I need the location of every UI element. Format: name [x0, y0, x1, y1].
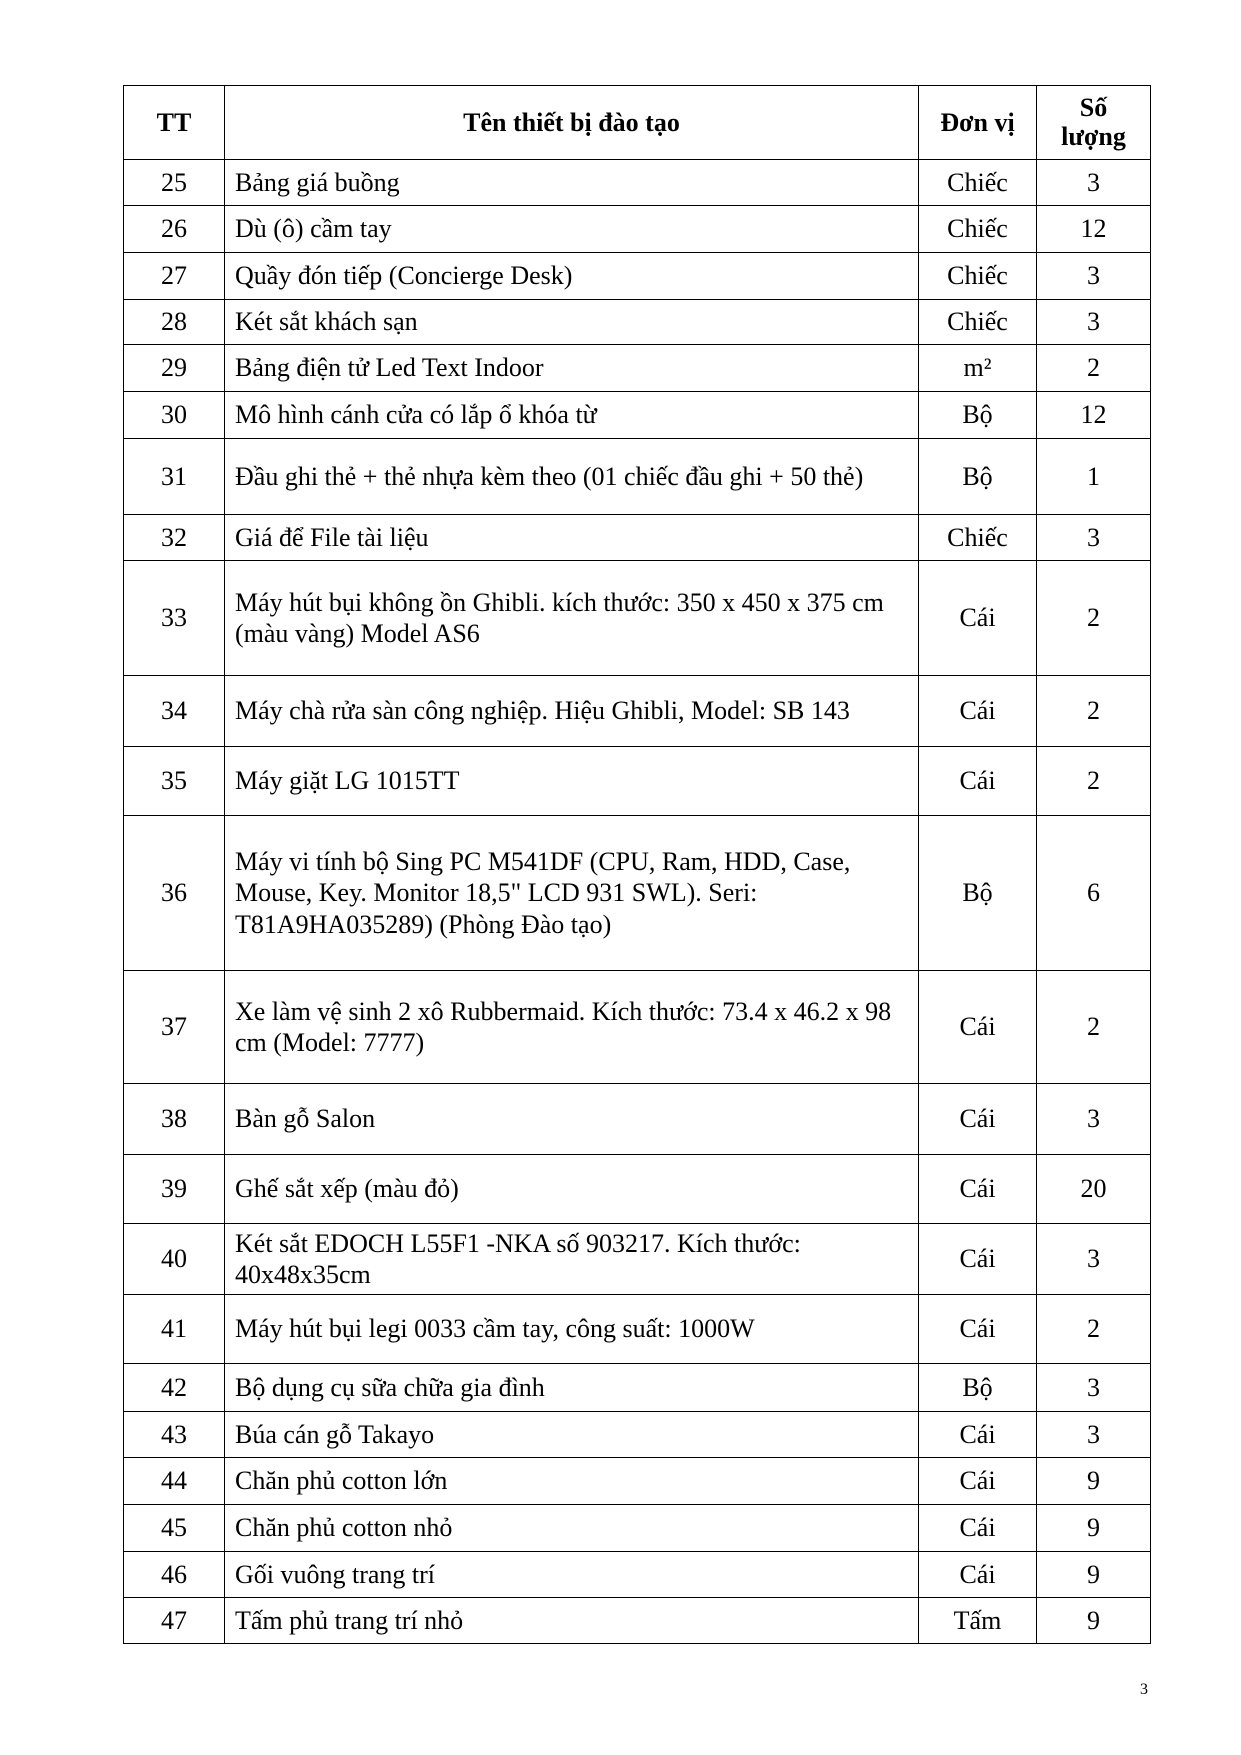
row-number: 39: [124, 1155, 225, 1224]
header-qty-text: Số lượng: [1061, 92, 1126, 151]
row-name: Máy vi tính bộ Sing PC M541DF (CPU, Ram, HDD, Case, Mouse, Key. Monitor 18,5" LCD 931 SWL). Seri: T81A9HA035289) (Phòng Đào tạo): [225, 816, 919, 971]
table-row: [124, 1412, 1151, 1458]
row-number: 26: [124, 206, 225, 253]
row-name: Búa cán gỗ Takayo: [225, 1412, 919, 1458]
row-unit: Chiếc: [919, 206, 1037, 253]
header-name: Tên thiết bị đào tạo: [225, 86, 919, 160]
row-unit: Bộ: [919, 392, 1037, 439]
row-unit: Cái: [919, 1155, 1037, 1224]
header-tt: TT: [124, 86, 225, 160]
row-name: Bàn gỗ Salon: [225, 1084, 919, 1155]
row-name: Giá để File tài liệu: [225, 515, 919, 561]
table-row: [124, 439, 1151, 515]
row-name: Bảng giá buồng: [225, 160, 919, 206]
row-name: Mô hình cánh cửa có lắp ổ khóa từ: [225, 392, 919, 439]
row-quantity: 3: [1037, 253, 1151, 300]
table-row: [124, 1155, 1151, 1224]
row-unit: Cái: [919, 1224, 1037, 1295]
row-name: Máy hút bụi không ồn Ghibli. kích thước: 350 x 450 x 375 cm (màu vàng) Model AS6: [225, 561, 919, 676]
row-unit: Chiếc: [919, 253, 1037, 300]
row-unit: Cái: [919, 1412, 1037, 1458]
row-unit: Chiếc: [919, 160, 1037, 206]
table-row: [124, 300, 1151, 345]
row-number: 43: [124, 1412, 225, 1458]
row-number: 25: [124, 160, 225, 206]
header-qty: [1037, 86, 1151, 160]
row-quantity: 3: [1037, 515, 1151, 561]
row-unit: Cái: [919, 1505, 1037, 1552]
row-quantity: 9: [1037, 1598, 1151, 1644]
row-name: Két sắt khách sạn: [225, 300, 919, 345]
table-row: [124, 345, 1151, 392]
row-quantity: 20: [1037, 1155, 1151, 1224]
row-number: 47: [124, 1598, 225, 1644]
table-row: [124, 1505, 1151, 1552]
row-number: 33: [124, 561, 225, 676]
table-row: [124, 160, 1151, 206]
table-row: [124, 816, 1151, 971]
row-name: Ghế sắt xếp (màu đỏ): [225, 1155, 919, 1224]
row-unit: Cái: [919, 1458, 1037, 1505]
row-quantity: 2: [1037, 676, 1151, 747]
row-number: 46: [124, 1552, 225, 1598]
row-name: Bộ dụng cụ sữa chữa gia đình: [225, 1364, 919, 1412]
table-row: [124, 1084, 1151, 1155]
row-number: 29: [124, 345, 225, 392]
row-quantity: 3: [1037, 160, 1151, 206]
row-unit: Bộ: [919, 1364, 1037, 1412]
row-quantity: 3: [1037, 1412, 1151, 1458]
table-row: [124, 1458, 1151, 1505]
table-row: [124, 1364, 1151, 1412]
row-number: 37: [124, 971, 225, 1084]
table-row: [124, 253, 1151, 300]
table-row: [124, 747, 1151, 816]
row-name: Máy giặt LG 1015TT: [225, 747, 919, 816]
row-unit: Bộ: [919, 816, 1037, 971]
equipment-table: [123, 85, 1151, 1644]
row-number: 31: [124, 439, 225, 515]
table-row: [124, 1552, 1151, 1598]
table-row: [124, 392, 1151, 439]
row-quantity: 2: [1037, 747, 1151, 816]
page-number: 3: [1140, 1681, 1148, 1698]
row-number: 32: [124, 515, 225, 561]
row-unit: Chiếc: [919, 300, 1037, 345]
table-row: [124, 561, 1151, 676]
row-name: Máy hút bụi legi 0033 cầm tay, công suất: 1000W: [225, 1295, 919, 1364]
row-unit: Cái: [919, 971, 1037, 1084]
row-quantity: 9: [1037, 1505, 1151, 1552]
row-name: Tấm phủ trang trí nhỏ: [225, 1598, 919, 1644]
row-number: 28: [124, 300, 225, 345]
row-name: Quầy đón tiếp (Concierge Desk): [225, 253, 919, 300]
row-quantity: 2: [1037, 971, 1151, 1084]
table-row: [124, 1224, 1151, 1295]
row-unit: m²: [919, 345, 1037, 392]
header-unit: Đơn vị: [919, 86, 1037, 160]
row-number: 35: [124, 747, 225, 816]
table-row: [124, 515, 1151, 561]
row-number: 42: [124, 1364, 225, 1412]
row-unit: Bộ: [919, 439, 1037, 515]
row-number: 41: [124, 1295, 225, 1364]
row-number: 44: [124, 1458, 225, 1505]
row-quantity: 2: [1037, 345, 1151, 392]
table-row: [124, 206, 1151, 253]
row-quantity: 3: [1037, 1224, 1151, 1295]
row-unit: Tấm: [919, 1598, 1037, 1644]
row-unit: Chiếc: [919, 515, 1037, 561]
table-row: [124, 1295, 1151, 1364]
row-unit: Cái: [919, 1084, 1037, 1155]
row-name: Đầu ghi thẻ + thẻ nhựa kèm theo (01 chiếc đầu ghi + 50 thẻ): [225, 439, 919, 515]
row-name: Két sắt EDOCH L55F1 -NKA số 903217. Kích thước: 40x48x35cm: [225, 1224, 919, 1295]
row-unit: Cái: [919, 1295, 1037, 1364]
row-unit: Cái: [919, 1552, 1037, 1598]
row-name: Bảng điện tử Led Text Indoor: [225, 345, 919, 392]
table-row: [124, 676, 1151, 747]
row-number: 38: [124, 1084, 225, 1155]
row-name: Chăn phủ cotton lớn: [225, 1458, 919, 1505]
row-quantity: 9: [1037, 1458, 1151, 1505]
table-row: [124, 971, 1151, 1084]
table-header-row: [124, 86, 1151, 160]
row-unit: Cái: [919, 747, 1037, 816]
row-quantity: 9: [1037, 1552, 1151, 1598]
row-quantity: 6: [1037, 816, 1151, 971]
row-number: 34: [124, 676, 225, 747]
row-number: 27: [124, 253, 225, 300]
row-name: Chăn phủ cotton nhỏ: [225, 1505, 919, 1552]
row-name: Máy chà rửa sàn công nghiệp. Hiệu Ghibli, Model: SB 143: [225, 676, 919, 747]
row-name: Gối vuông trang trí: [225, 1552, 919, 1598]
row-unit: Cái: [919, 561, 1037, 676]
row-quantity: 2: [1037, 561, 1151, 676]
row-name: Xe làm vệ sinh 2 xô Rubbermaid. Kích thước: 73.4 x 46.2 x 98 cm (Model: 7777): [225, 971, 919, 1084]
row-quantity: 12: [1037, 206, 1151, 253]
row-quantity: 1: [1037, 439, 1151, 515]
table-row: [124, 1598, 1151, 1644]
row-unit: Cái: [919, 676, 1037, 747]
row-number: 30: [124, 392, 225, 439]
row-name: Dù (ô) cầm tay: [225, 206, 919, 253]
row-quantity: 2: [1037, 1295, 1151, 1364]
row-quantity: 3: [1037, 1364, 1151, 1412]
row-number: 45: [124, 1505, 225, 1552]
row-quantity: 3: [1037, 300, 1151, 345]
row-quantity: 3: [1037, 1084, 1151, 1155]
row-number: 40: [124, 1224, 225, 1295]
row-quantity: 12: [1037, 392, 1151, 439]
row-number: 36: [124, 816, 225, 971]
